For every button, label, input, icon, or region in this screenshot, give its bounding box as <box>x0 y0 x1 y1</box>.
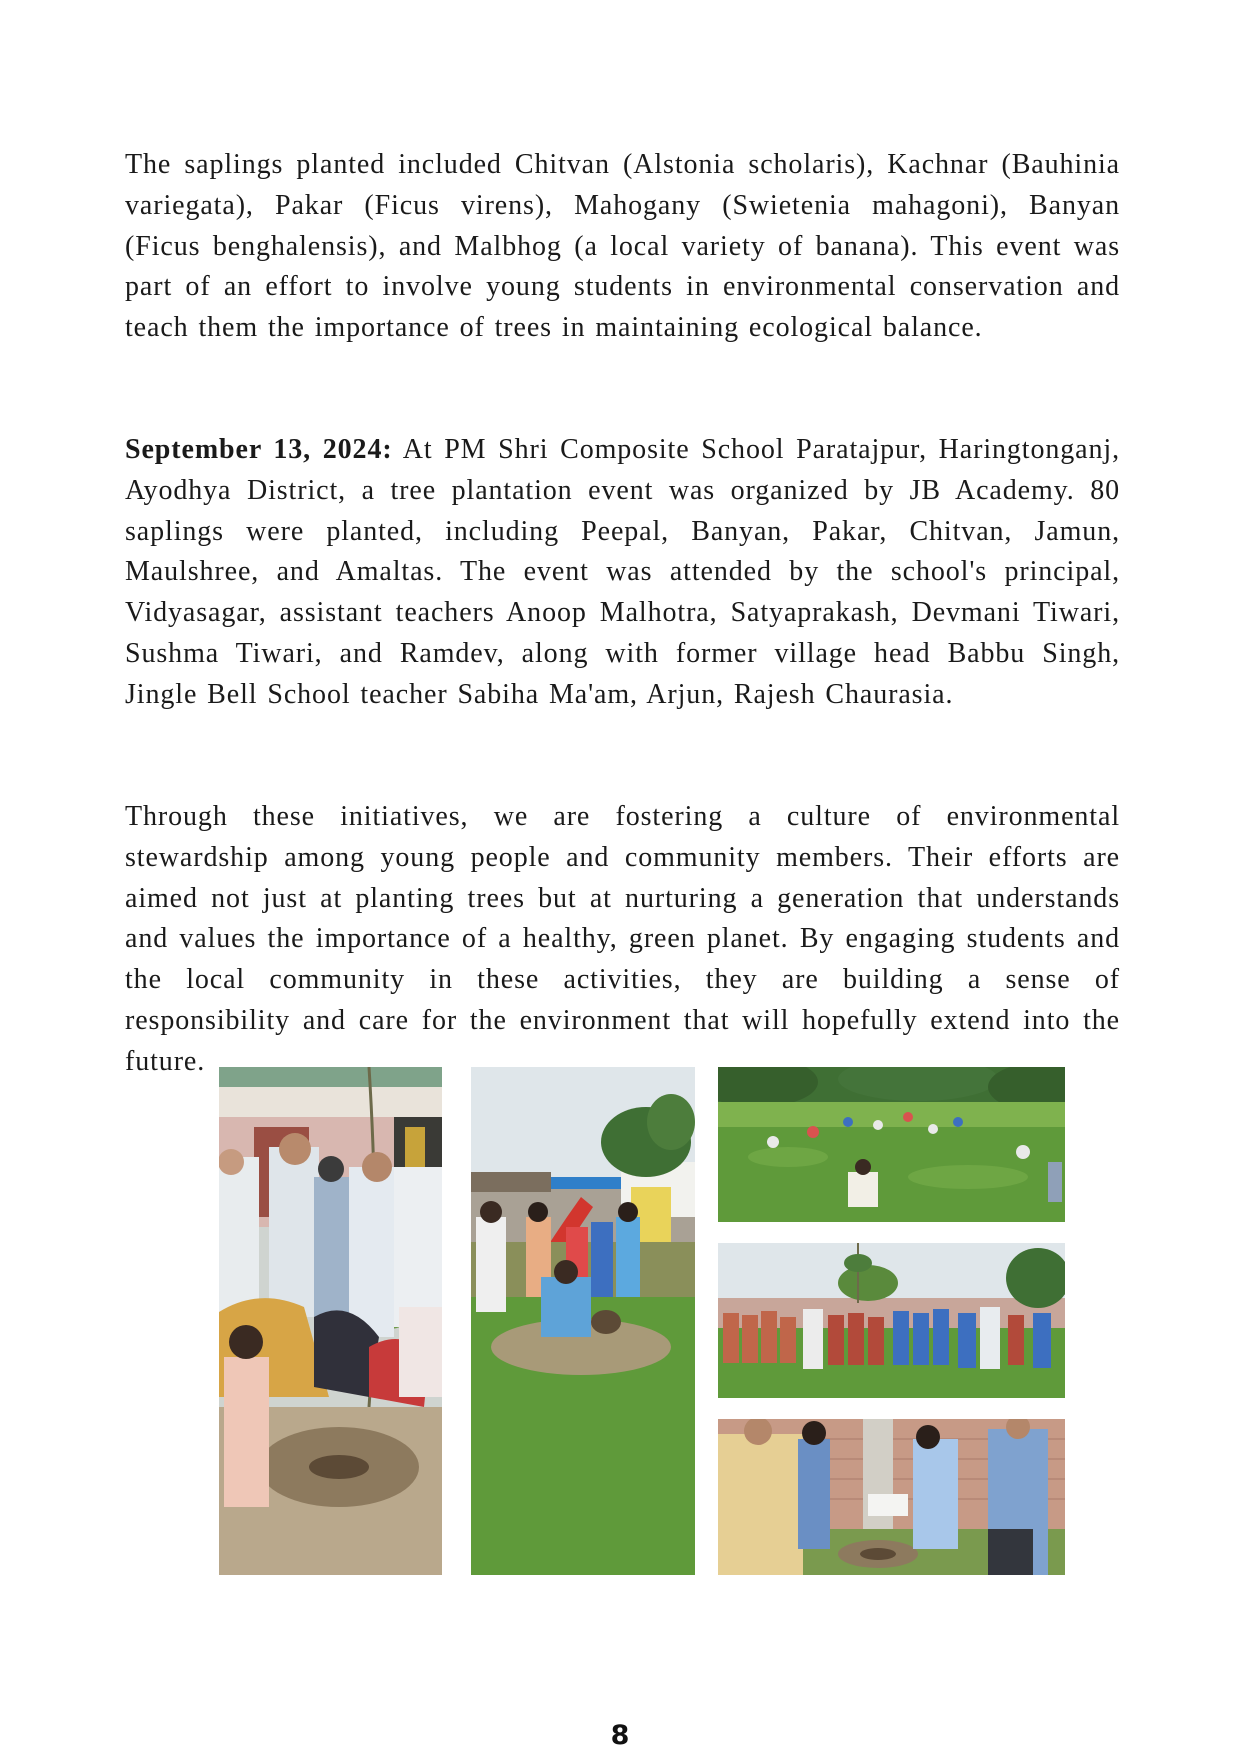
event-date: September 13, 2024: <box>125 434 393 465</box>
page-number: 8 <box>610 1720 630 1751</box>
event-description: At PM Shri Composite School Paratajpur, Haringtonganj, Ayodhya District, a tree plantation event was organized by JB Academy. 80 saplings were planted, including Peepal, Banyan, Pakar, Chitvan, Jamun, Maulshree, and Amaltas. The event was attended by the school's principal, Vidyasagar, assistant teachers Anoop Malhotra, Satyaprakash, Devmani Tiwari, Sushma Tiwari, and Ramdev, along with former village head Babbu Singh, Jingle Bell School teacher Sabiha Ma'am, Arjun, Rajesh Chaurasia. <box>125 434 1120 710</box>
paragraph-conclusion: Through these initiatives, we are fostering a culture of environmental stewardship among young people and community members. Their efforts are aimed not just at planting trees but at nurturing a generation that understands and values the importance of a healthy, green planet. By engaging students and the local community in these activities, they are building a sense of responsibility and care for the environment that will hopefully extend into the future. <box>125 801 1120 1077</box>
paragraph-sapling-list: The saplings planted included Chitvan (Alstonia scholaris), Kachnar (Bauhinia variegata), Pakar (Ficus virens), Mahogany (Swietenia mahagoni), Banyan (Ficus benghalensis), and Malbhog (a local variety of banana). This event was part of an effort to involve young students in environmental conservation and teach them the importance of trees in maintaining ecological balance. <box>125 149 1120 344</box>
photo-adults-planting <box>718 1419 1065 1575</box>
paragraph-september-event <box>125 430 1120 716</box>
photo-students-planting-sapling <box>219 1067 442 1575</box>
photo-playground-plantation <box>471 1067 695 1575</box>
photo-field-plantation <box>718 1067 1065 1222</box>
photo-students-group <box>718 1243 1065 1398</box>
